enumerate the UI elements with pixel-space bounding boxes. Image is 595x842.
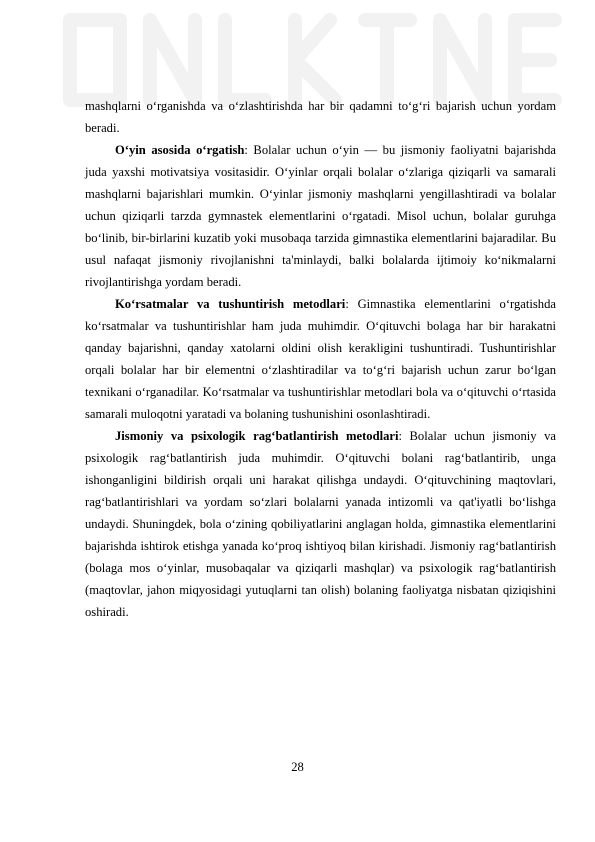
paragraph-motivation xyxy=(85,425,556,623)
paragraph-game-based-heading: O‘yin asosida o‘rgatish xyxy=(115,143,245,157)
paragraph-motivation-separator: : xyxy=(398,429,410,443)
paragraph-game-based-separator: : xyxy=(244,143,254,157)
paragraph-game-based xyxy=(85,139,556,293)
paragraph-intro xyxy=(85,95,556,139)
paragraph-intro-text: mashqlarni o‘rganishda va o‘zlashtirishda har bir qadamni to‘g‘ri bajarish uchun yordam beradi. xyxy=(85,99,556,135)
document-body xyxy=(85,95,556,623)
paragraph-instructions xyxy=(85,293,556,425)
paragraph-instructions-heading: Ko‘rsatmalar va tushuntirish metodlari xyxy=(115,297,346,311)
page-number: 28 xyxy=(291,760,304,774)
paragraph-motivation-heading: Jismoniy va psixologik rag‘batlantirish metodlari xyxy=(115,429,399,443)
paragraph-instructions-text: Gimnastika elementlarini o‘rgatishda ko‘rsatmalar va tushuntirishlar ham juda muhimdir. O‘qituvchi bolaga har bir harakatni qanday bajarishni, qanday xatolarni oldini olish kerakligini tushuntiradi. Tushuntirishlar orqali bolalar har bir elementni o‘zlashtiradilar va to‘g‘ri bajarish uchun zarur bo‘lgan texnikani o‘rganadilar. Ko‘rsatmalar va tushuntirishlar metodlari bola va o‘qituvchi o‘rtasida samarali muloqotni yaratadi va bolaning tushunishini osonlashtiradi. xyxy=(85,297,556,421)
paragraph-motivation-text: Bolalar uchun jismoniy va psixologik rag‘batlantirish juda muhimdir. O‘qituvchi bolani rag‘batlantirib, unga ishonganligini bildirish orqali uni harakat qilishga undaydi. O‘qituvchining maqtovlari, rag‘batlantirishlari va yordam so‘zlari bolalarni yanada intizomli va qat'iyatli bo‘lishga undaydi. Shuningdek, bola o‘zining qobiliyatlarini anglagan holda, gimnastika elementlarini bajarishda ishtirok etishga yanada ko‘proq ishtiyoq bilan kirishadi. Jismoniy rag‘batlantirish (bolaga mos o‘yinlar, musobaqalar va qiziqarli mashqlar) va psixologik rag‘batlantirish (maqtovlar, jahon miqyosidagi yutuqlarni tan olish) bolaning faoliyatga nisbatan qiziqishini oshiradi. xyxy=(85,429,556,619)
paragraph-instructions-separator: : xyxy=(345,297,358,311)
paragraph-game-based-text: Bolalar uchun o‘yin — bu jismoniy faoliyatni bajarishda juda yaxshi motivatsiya vositasidir. O‘yinlar orqali bolalar o‘zlariga qiziqarli va samarali mashqlarni bajarishlari mumkin. O‘yinlar jismoniy mashqlarni yengillashtiradi va bolalar uchun qiziqarli tarzda gymnastek elementlarini o‘rgatadi. Misol uchun, bolalar guruhga bo‘linib, bir-birlarini kuzatib yoki musobaqa tarzida gimnastika elementlarini bajaradilar. Bu usul nafaqat jismoniy rivojlanishni ta'minlaydi, balki bolalarda ijtimoiy ko‘nikmalarni rivojlantirishga yordam beradi. xyxy=(85,143,556,289)
